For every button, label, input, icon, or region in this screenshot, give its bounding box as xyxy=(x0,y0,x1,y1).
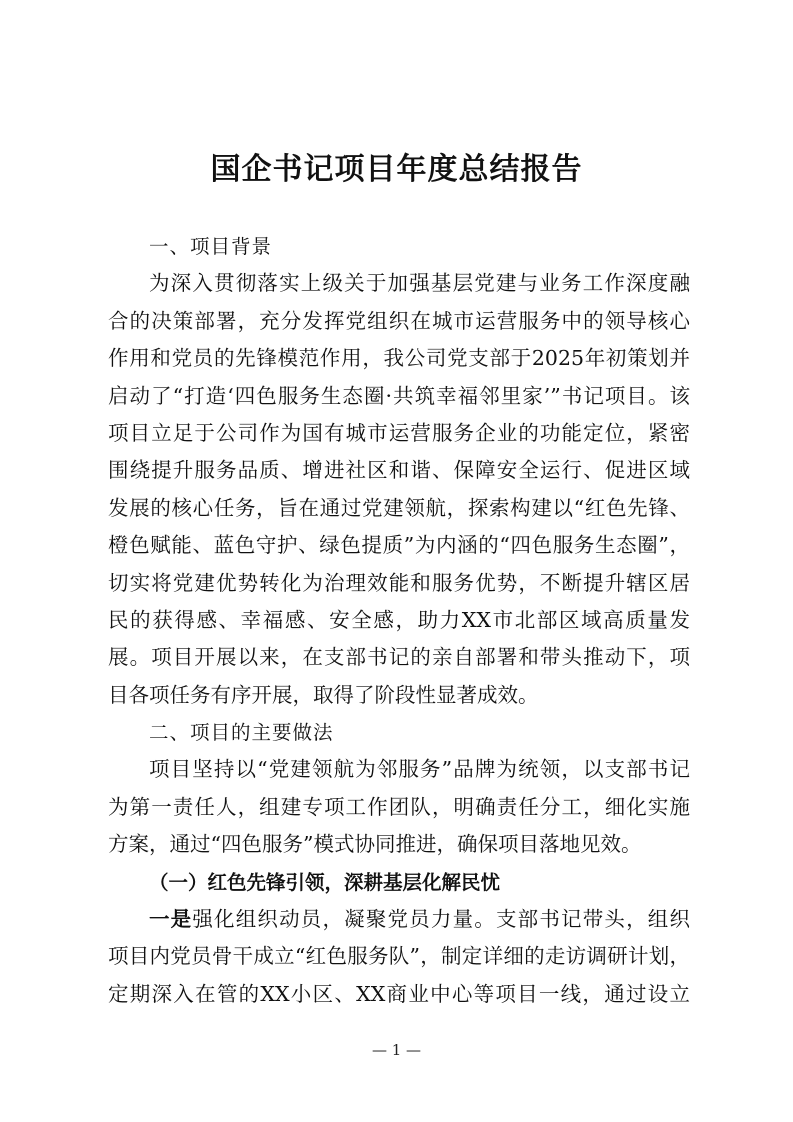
paragraph-line: 项目立足于公司作为国有城市运营服务企业的功能定位，紧密 xyxy=(108,420,690,445)
paragraph-line: 项目坚持以“党建领航为邻服务”品牌为统领，以支部书记 xyxy=(149,757,690,782)
paragraph-line: 方案，通过“四色服务”模式协同推进，确保项目落地见效。 xyxy=(108,832,642,857)
paragraph-line: 合的决策部署，充分发挥党组织在城市运营服务中的领导核心 xyxy=(108,308,690,333)
paragraph-line xyxy=(108,901,690,938)
paragraph-line: 民的获得感、幸福感、安全感，助力XX市北部区域高质量发 xyxy=(108,607,690,632)
paragraph-line: 目各项任务有序开展，取得了阶段性显著成效。 xyxy=(108,682,539,707)
paragraph-line: 作用和党员的先锋模范作用，我公司党支部于2025年初策划并 xyxy=(108,346,690,371)
paragraph-line: 切实将党建优势转化为治理效能和服务优势，不断提升辖区居 xyxy=(108,570,690,595)
page-number: — 1 — xyxy=(371,1041,422,1059)
document-title: 国企书记项目年度总结报告 xyxy=(210,152,583,187)
paragraph-line: 启动了“打造‘四色服务生态圈·共筑幸福邻里家’”书记项目。该 xyxy=(108,383,690,408)
paragraph-line: 为第一责任人，组建专项工作团队，明确责任分工，细化实施 xyxy=(108,794,690,819)
lead-phrase: 一是 xyxy=(149,907,193,932)
document-body xyxy=(108,228,690,1013)
paragraph-line: 项目内党员骨干成立“红色服务队”，制定详细的走访调研计划， xyxy=(108,944,690,969)
section-heading-methods: 二、项目的主要做法 xyxy=(149,721,334,745)
paragraph-text: 强化组织动员，凝聚党员力量。支部书记带头，组织 xyxy=(192,907,690,932)
paragraph-line: 围绕提升服务品质、增进社区和谐、保障安全运行、促进区域 xyxy=(108,458,690,483)
paragraph-line: 为深入贯彻落实上级关于加强基层党建与业务工作深度融 xyxy=(149,271,690,296)
paragraph-line: 橙色赋能、蓝色守护、绿色提质”为内涵的“四色服务生态圈”， xyxy=(108,533,690,558)
subsection-heading-red: （一）红色先锋引领，深耕基层化解民忧 xyxy=(149,870,501,894)
paragraph-line: 定期深入在管的XX小区、XX商业中心等项目一线，通过设立 xyxy=(108,981,690,1006)
section-heading-background: 一、项目背景 xyxy=(149,235,273,258)
paragraph-line: 展。项目开展以来，在支部书记的亲自部署和带头推动下，项 xyxy=(108,645,690,670)
paragraph-line: 发展的核心任务，旨在通过党建领航，探索构建以“红色先锋、 xyxy=(108,495,690,520)
